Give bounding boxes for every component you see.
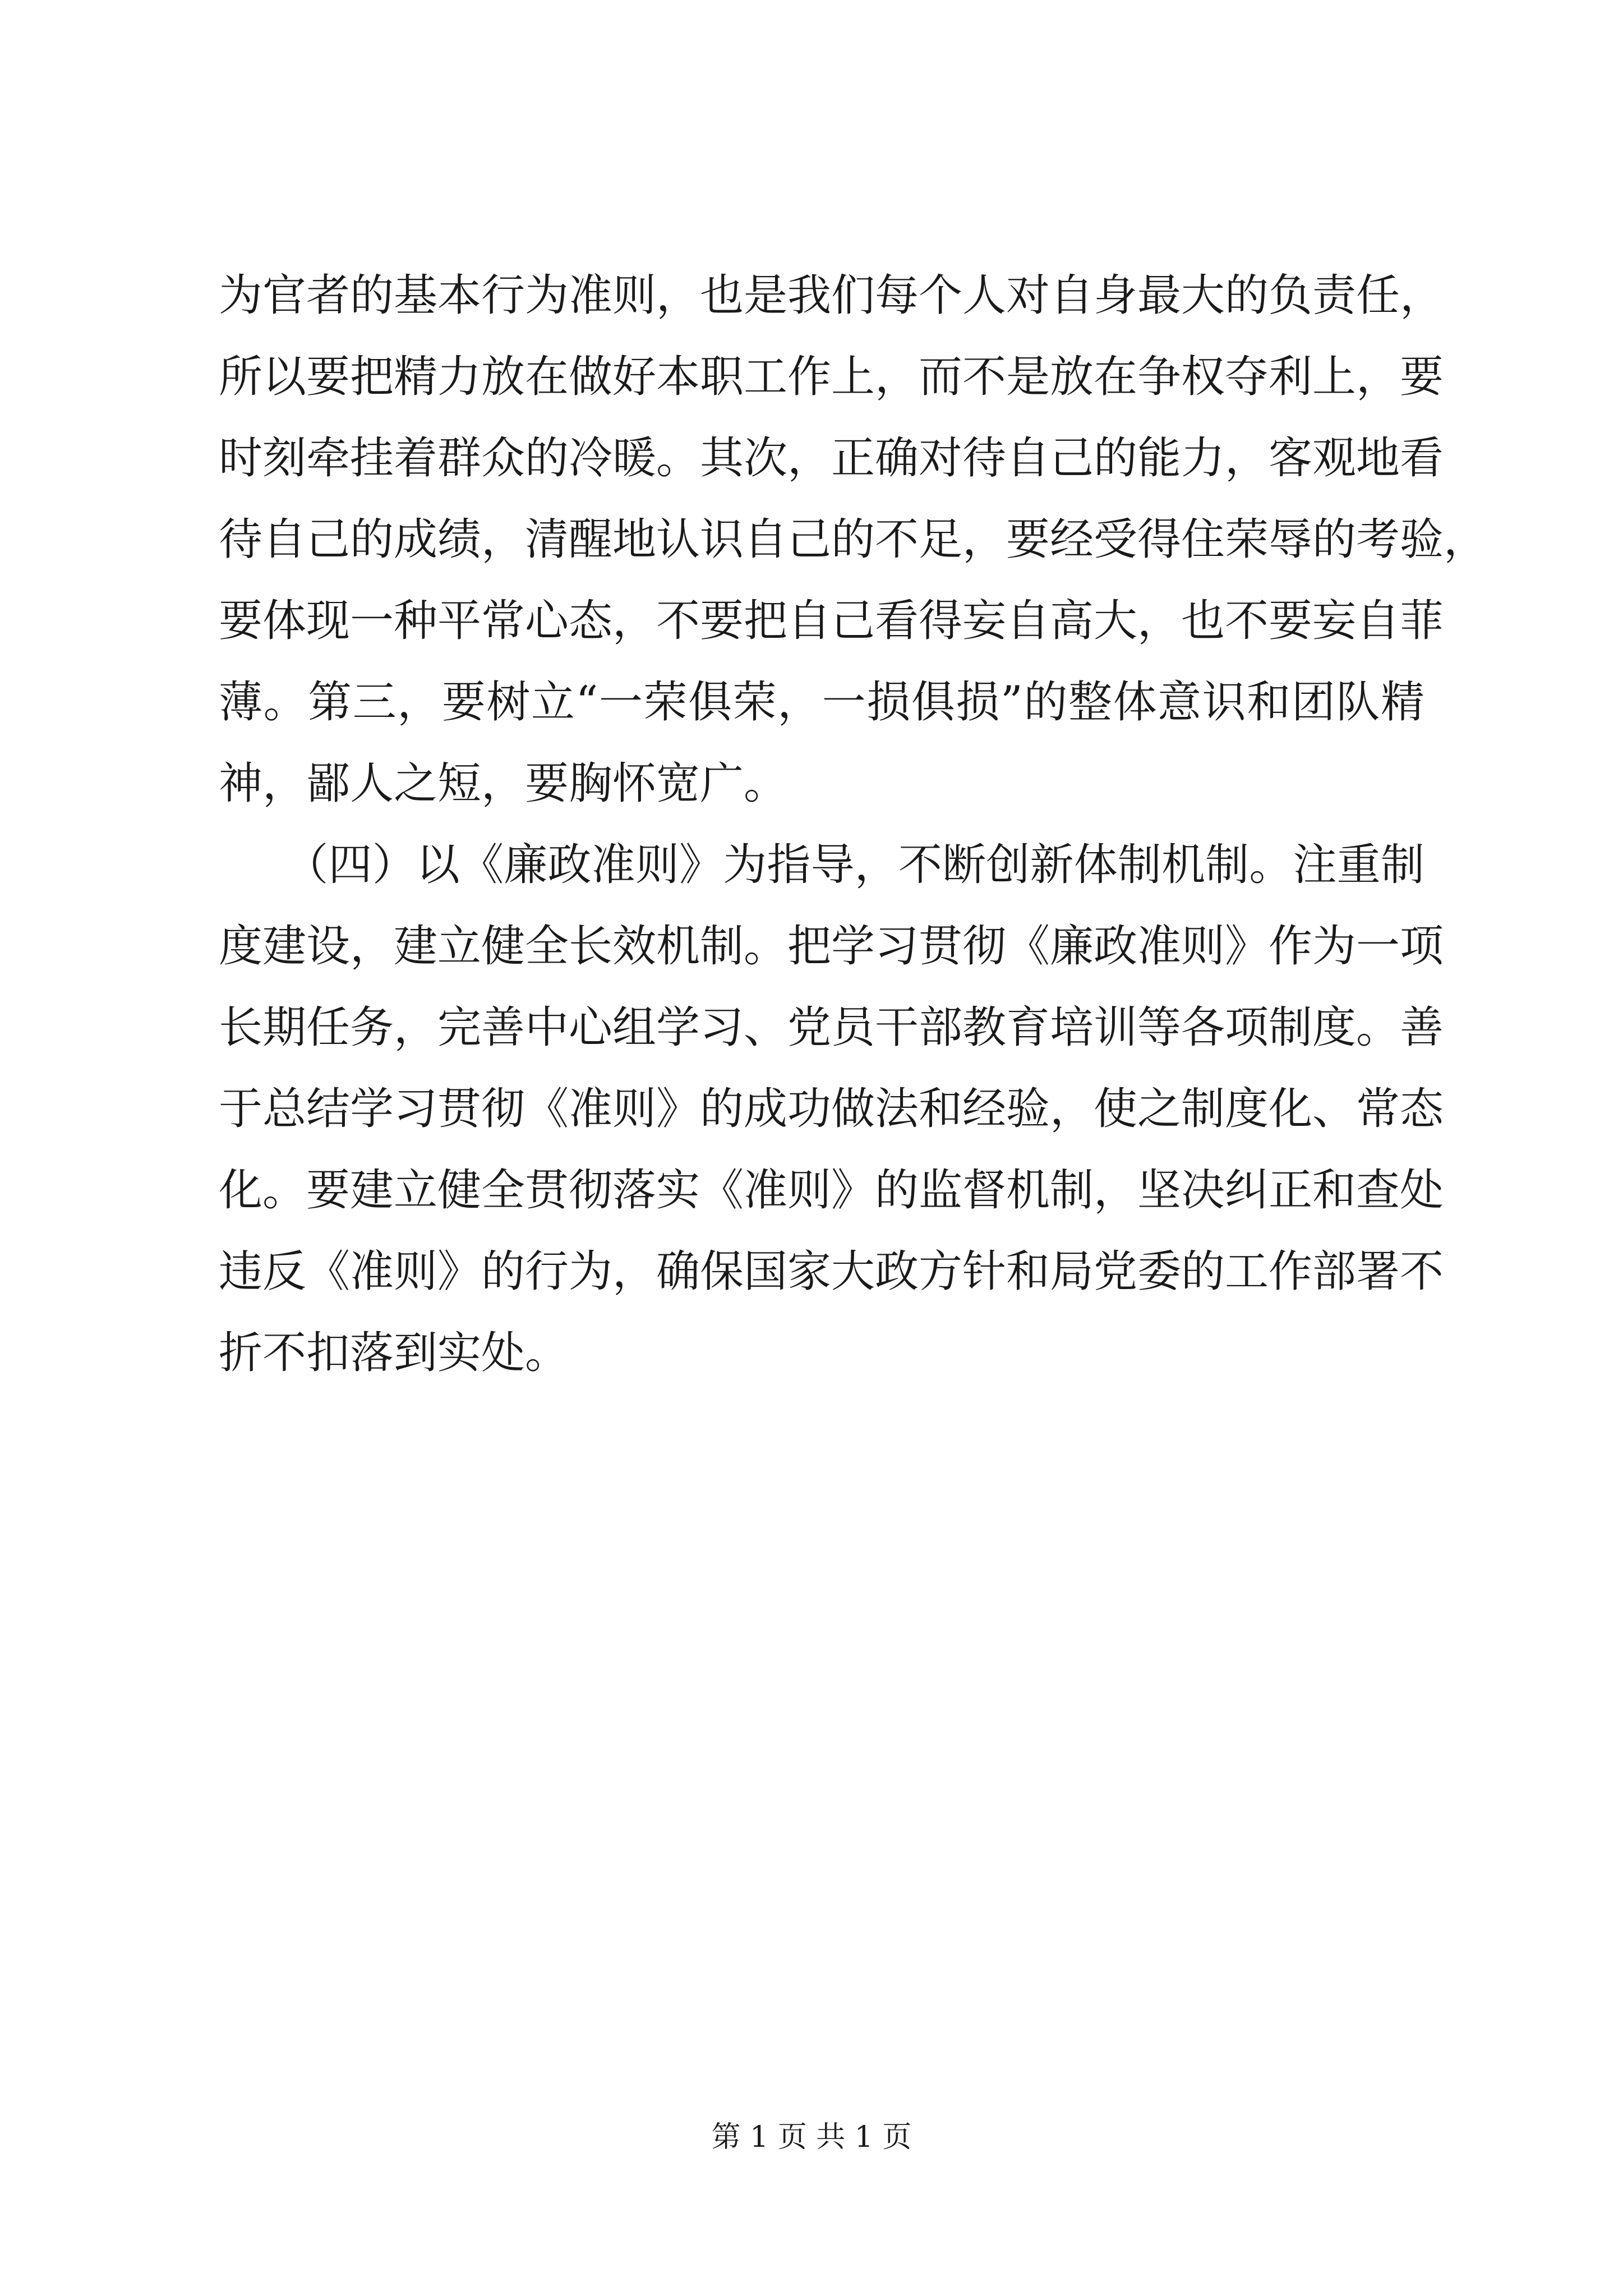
text-line: 要体现一种平常心态，不要把自己看得妄自高大，也不要妄自菲 — [219, 596, 1444, 646]
text-line: 折不扣落到实处。 — [219, 1328, 569, 1378]
text-line: 薄。第三，要树立“一荣俱荣，一损俱损”的整体意识和团队精 — [219, 677, 1424, 728]
text-line: 所以要把精力放在做好本职工作上，而不是放在争权夺利上，要 — [219, 352, 1444, 402]
text-line: 长期任务，完善中心组学习、党员干部教育培训等各项制度。善 — [219, 1002, 1444, 1053]
text-line: 时刻牵挂着群众的冷暖。其次，正确对待自己的能力，客观地看 — [219, 433, 1444, 484]
text-line: 为官者的基本行为准则，也是我们每个人对自身最大的负责任， — [219, 270, 1444, 321]
text-line: 于总结学习贯彻《准则》的成功做法和经验，使之制度化、常态 — [219, 1084, 1444, 1134]
text-line: 待自己的成绩，清醒地认识自己的不足，要经受得住荣辱的考验， — [219, 514, 1488, 565]
text-line: （四）以《廉政准则》为指导，不断创新体制机制。注重制 — [219, 840, 1424, 890]
text-line: 度建设，建立健全长效机制。把学习贯彻《廉政准则》作为一项 — [219, 921, 1444, 972]
text-line: 神，鄙人之短，要胸怀宽广。 — [219, 758, 788, 809]
text-line: 化。要建立健全贯彻落实《准则》的监督机制，坚决纠正和查处 — [219, 1165, 1444, 1216]
body-text — [219, 255, 1488, 1394]
page-footer: 第 1 页 共 1 页 — [711, 2120, 912, 2154]
text-line: 违反《准则》的行为，确保国家大政方针和局党委的工作部署不 — [219, 1246, 1444, 1297]
